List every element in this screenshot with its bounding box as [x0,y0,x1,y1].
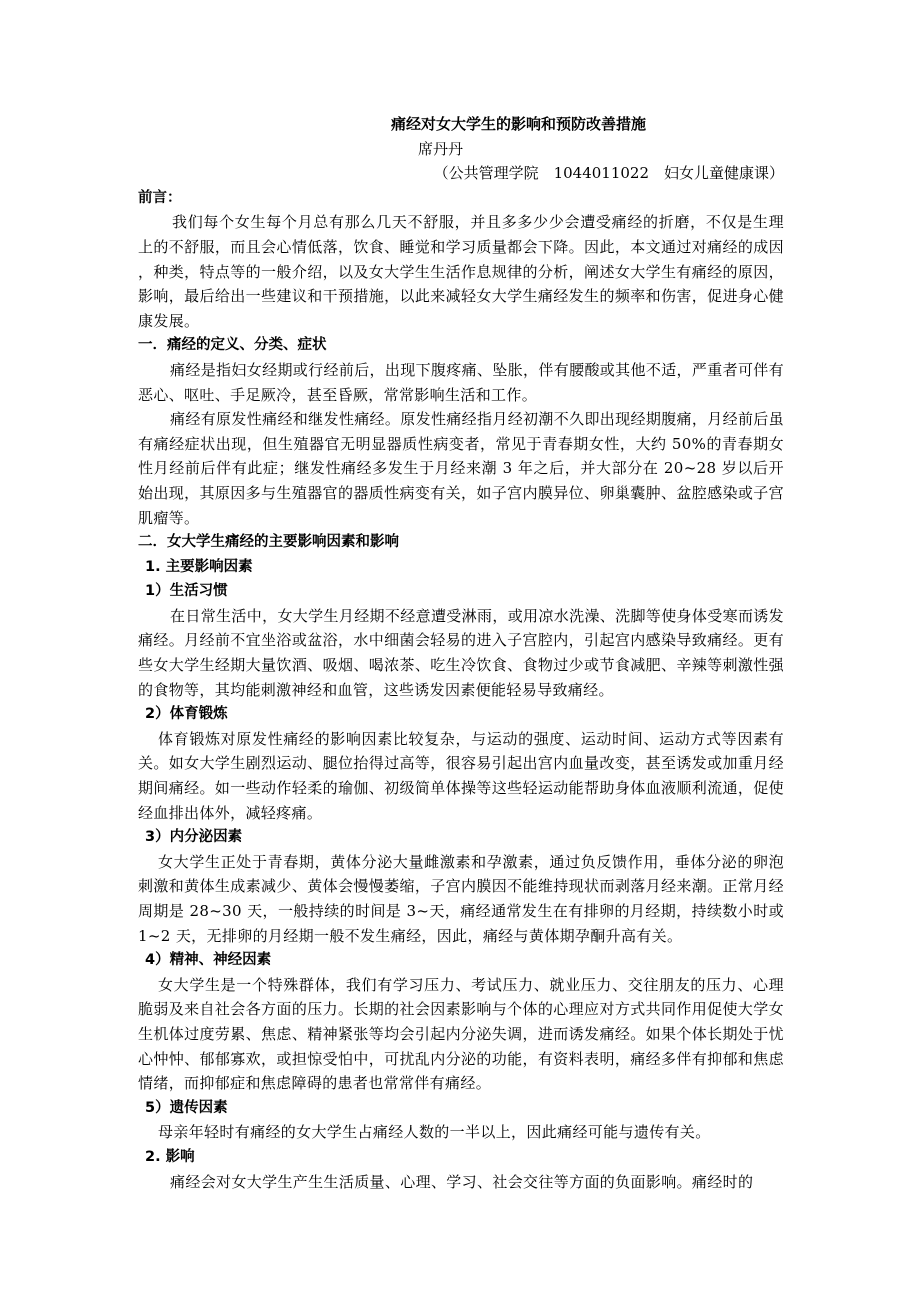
factor-mental-heading: 4）精神、神经因素 [145,952,272,969]
factor-genetic-heading: 5）遗传因素 [145,1099,228,1116]
subsection-impact-heading: 2. 影响 [145,1148,195,1165]
document-page [138,112,784,1194]
subsection-factors-heading: 1. 主要影响因素 [145,558,253,575]
section-1-paragraph-2: 痛经有原发性痛经和继发性痛经。原发性痛经指月经初潮不久即出现经期腹痛，月经前后虽有痛经症状出现，但生殖器官无明显器质性病变者，常见于青春期女性，大约 50%的青春期女性月经前后伴有此症；继发性痛经多发生于月经来潮 3 年之后，并大部分在 20~28 岁以后开始出现，其原因多与生殖器官的器质性病变有关，如子宫内膜异位、卵巢囊肿、盆腔感染或子宫肌瘤等。 [138,410,785,527]
factor-lifestyle-heading: 1）生活习惯 [145,583,228,600]
factor-mental-paragraph: 女大学生是一个特殊群体，我们有学习压力、考试压力、就业压力、交往朋友的压力、心理脆弱及来自社会各方面的压力。长期的社会因素影响与个体的心理应对方式共同作用促使大学女生机体过度劳累、焦虑、精神紧张等均会引起内分泌失调，进而诱发痛经。如果个体长期处于忧心忡忡、郁郁寡欢，或担惊受怕中，可扰乱内分泌的功能，有资料表明，痛经多伴有抑郁和焦虑情绪，而抑郁症和焦虑障碍的患者也常常伴有痛经。 [138,975,784,1093]
author-name: 席丹丹 [418,139,464,158]
impact-paragraph: 痛经会对女大学生产生生活质量、心理、学习、社会交往等方面的负面影响。痛经时的 [170,1172,754,1191]
factor-exercise-paragraph: 体育锻炼对原发性痛经的影响因素比较复杂，与运动的强度、运动时间、运动方式等因素有关。如女大学生剧烈运动、腿位抬得过高等，很容易引起出宫内血量改变，甚至诱发或加重月经期间痛经。如一些动作轻柔的瑜伽、初级简单体操等这些轻运动能帮助身体血液顺利流通，促使经血排出体外，减轻疼痛。 [138,729,784,822]
section-1-heading: 一．痛经的定义、分类、症状 [138,337,327,354]
factor-exercise-heading: 2）体育锻炼 [145,706,228,723]
factor-endocrine-paragraph: 女大学生正处于青春期，黄体分泌大量雌激素和孕激素，通过负反馈作用，垂体分泌的卵泡刺激和黄体生成素减少、黄体会慢慢萎缩，子宫内膜因不能维持现状而剥落月经来潮。正常月经周期是 28~30 天，一般持续的时间是 3~天，痛经通常发生在有排卵的月经期，持续数小时或 1~2 天，无排卵的月经期一般不发生痛经，因此，痛经与黄体期孕酮升高有关。 [138,852,784,945]
factor-endocrine-heading: 3）内分泌因素 [145,829,243,846]
document-title: 痛经对女大学生的影响和预防改善措施 [391,115,647,133]
section-1-paragraph-1: 痛经是指妇女经期或行经前后，出现下腹疼痛、坠胀，伴有腰酸或其他不适，严重者可伴有恶心、呕吐、手足厥冷，甚至昏厥，常常影响生活和工作。 [138,360,785,404]
section-2-heading: 二．女大学生痛经的主要影响因素和影响 [138,534,399,551]
preface-paragraph: 我们每个女生每个月总有那么几天不舒服，并且多多少少会遭受痛经的折磨，不仅是生理上的不舒服，而且会心情低落，饮食、睡觉和学习质量都会下降。因此，本文通过对痛经的成因，种类，特点等的一般介绍，以及女大学生生活作息规律的分析，阐述女大学生有痛经的原因，影响，最后给出一些建议和干预措施，以此来减轻女大学生痛经发生的频率和伤害，促进身心健康发展。 [138,213,784,330]
factor-lifestyle-paragraph: 在日常生活中，女大学生月经期不经意遭受淋雨，或用凉水洗澡、洗脚等使身体受寒而诱发痛经。月经前不宜坐浴或盆浴，水中细菌会轻易的进入子宫腔内，引起宫内感染导致痛经。更有些女大学生经期大量饮酒、吸烟、喝浓茶、吃生冷饮食、食物过少或节食减肥、辛辣等刺激性强的食物等，其均能刺激神经和血管，这些诱发因素便能轻易导致痛经。 [138,606,785,699]
factor-genetic-paragraph: 母亲年轻时有痛经的女大学生占痛经人数的一半以上，因此痛经可能与遗传有关。 [158,1123,711,1142]
preface-heading: 前言： [138,189,182,206]
author-affiliation: （公共管理学院 1044011022 妇女儿童健康课） [433,164,784,183]
